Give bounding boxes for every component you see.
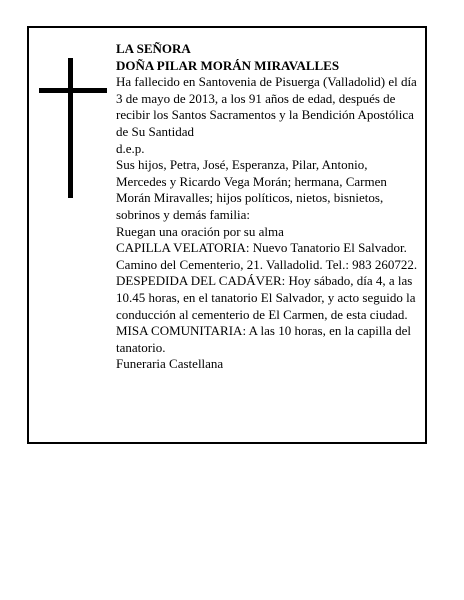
dep-text: d.e.p. bbox=[116, 140, 145, 156]
family-list: Sus hijos, Petra, José, Esperanza, Pilar, Antonio, Mercedes y Ricardo Vega Morán; hermana, Carmen Morán Miravalles; hijos políticos, nietos, bisnietos, sobrinos y demás familia: bbox=[116, 157, 387, 222]
deceased-name: DOÑA PILAR MORÁN MIRAVALLES bbox=[116, 57, 340, 73]
death-announcement: Ha fallecido en Santovenia de Pisuerga (Valladolid) el día 3 de mayo de 2013, a los 91 años de edad, después de recibir los Santos Sacramentos y la Bendición Apostólica de Su Santidad bbox=[116, 74, 417, 139]
cross-vertical-bar bbox=[68, 58, 73, 198]
farewell-info: DESPEDIDA DEL CADÁVER: Hoy sábado, día 4, a las 10.45 horas, en el tanatorio El Salvador, y acto seguido la conducción al cementerio de El Carmen, de esta ciudad. MISA COMUNITARIA: A las 10 horas, en la capilla del tanatorio. bbox=[116, 273, 416, 355]
prayer-request: Ruegan una oración por su alma bbox=[116, 223, 284, 239]
chapel-info: CAPILLA VELATORIA: Nuevo Tanatorio El Salvador. Camino del Cementerio, 21. Valladolid. Tel.: 983 260722. bbox=[116, 240, 418, 272]
notice-text bbox=[116, 41, 418, 373]
cross-horizontal-bar bbox=[39, 88, 107, 93]
obituary-notice bbox=[27, 26, 427, 444]
notice-title: LA SEÑORA bbox=[116, 41, 191, 56]
cross-icon bbox=[39, 58, 107, 198]
funeral-home: Funeraria Castellana bbox=[116, 356, 224, 372]
